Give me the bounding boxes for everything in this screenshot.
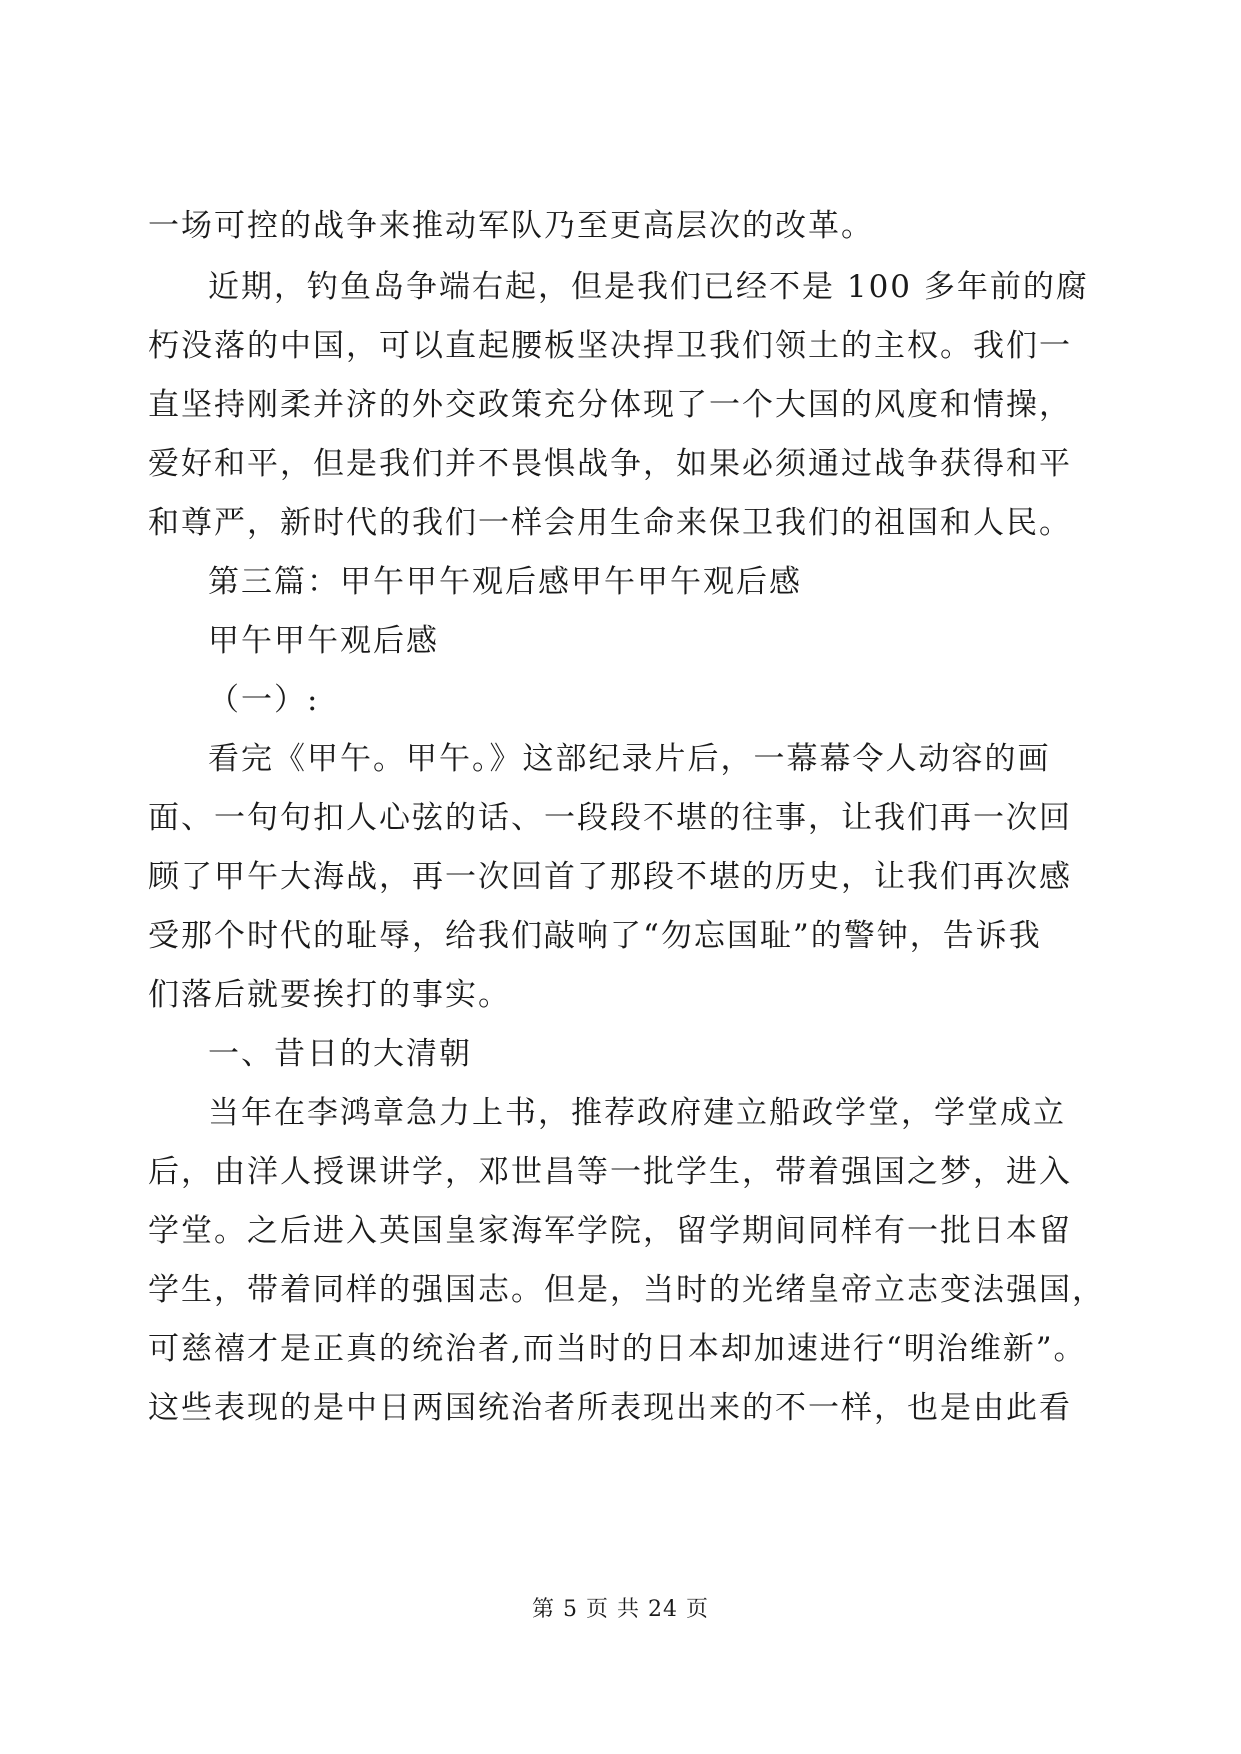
text-line: 受那个时代的耻辱，给我们敲响了“勿忘国耻”的警钟，告诉我 (148, 918, 1042, 954)
text-line: 这些表现的是中日两国统治者所表现出来的不一样，也是由此看 (148, 1390, 1072, 1426)
text-line: 面、一句句扣人心弦的话、一段段不堪的往事，让我们再一次回 (148, 800, 1072, 836)
page-number-footer: 第 5 页 共 24 页 (532, 1597, 709, 1622)
subsection-heading: 一、昔日的大清朝 (208, 1036, 472, 1072)
section-heading: 第三篇：甲午甲午观后感甲午甲午观后感 (208, 564, 802, 600)
subsection-number: （一）: (208, 682, 320, 718)
text-line: 和尊严，新时代的我们一样会用生命来保卫我们的祖国和人民。 (148, 505, 1072, 541)
text-line: 后，由洋人授课讲学，邓世昌等一批学生，带着强国之梦，进入 (148, 1154, 1072, 1190)
paragraph-start: 看完《甲午。甲午。》这部纪录片后，一幕幕令人动容的画 (208, 741, 1051, 777)
paragraph-start: 当年在李鸿章急力上书，推荐政府建立船政学堂，学堂成立 (208, 1095, 1066, 1131)
text-line: 们落后就要挨打的事实。 (148, 977, 511, 1013)
text-line: 直坚持刚柔并济的外交政策充分体现了一个大国的风度和情操， (148, 387, 1072, 423)
paragraph-start: 近期，钓鱼岛争端右起，但是我们已经不是 100 多年前的腐 (208, 269, 1089, 305)
text-line: 朽没落的中国，可以直起腰板坚决捍卫我们领土的主权。我们一 (148, 328, 1072, 364)
text-line: 学堂。之后进入英国皇家海军学院，留学期间同样有一批日本留 (148, 1213, 1072, 1249)
text-line: 爱好和平，但是我们并不畏惧战争，如果必须通过战争获得和平 (148, 446, 1072, 482)
article-title: 甲午甲午观后感 (208, 623, 439, 659)
text-line: 一场可控的战争来推动军队乃至更高层次的改革。 (148, 208, 874, 244)
text-line: 学生，带着同样的强国志。但是，当时的光绪皇帝立志变法强国， (148, 1272, 1105, 1308)
text-line: 可慈禧才是正真的统治者,而当时的日本却加速进行“明治维新”。 (148, 1331, 1087, 1367)
text-line: 顾了甲午大海战，再一次回首了那段不堪的历史，让我们再次感 (148, 859, 1072, 895)
